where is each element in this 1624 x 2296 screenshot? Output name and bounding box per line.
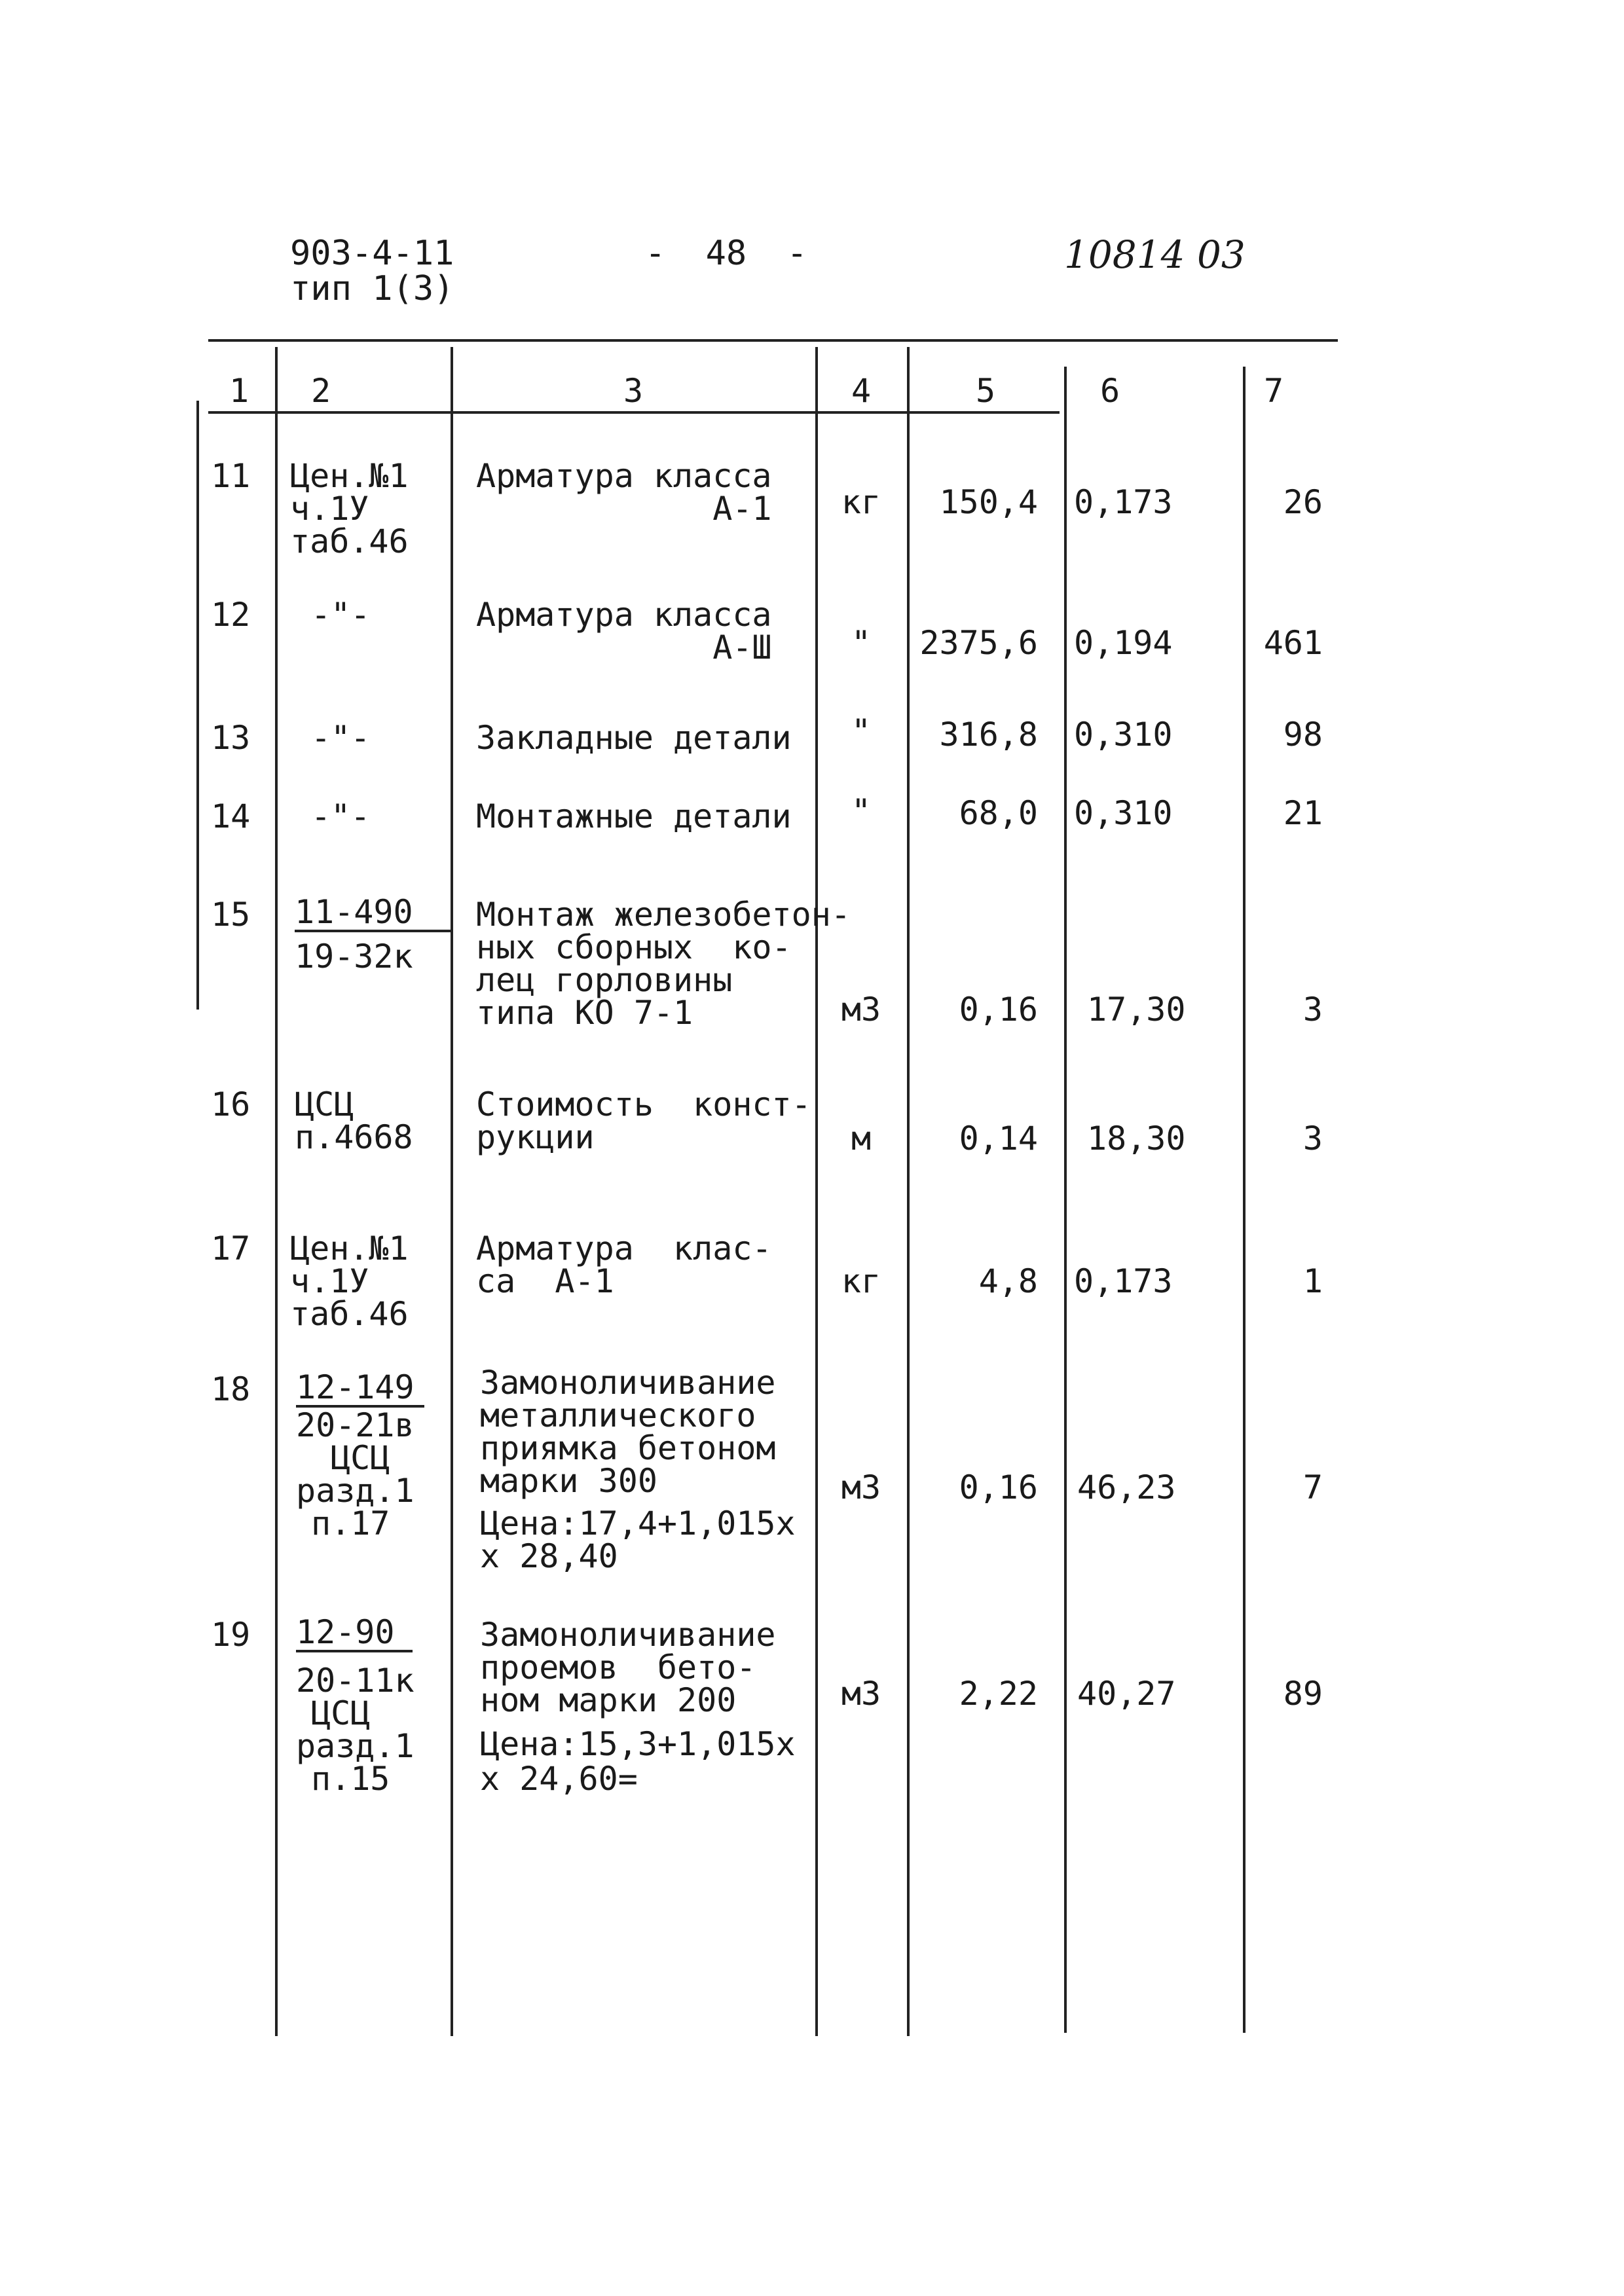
reference-line: Цен.№1 <box>290 457 409 495</box>
column-rule-5 <box>1064 367 1067 2033</box>
column-rule-0 <box>196 401 199 1010</box>
description-line: А-Ш <box>476 629 772 666</box>
reference-line: п.15 <box>311 1760 390 1798</box>
column-rule-3 <box>815 347 818 2036</box>
description-line: Арматура класса <box>476 596 772 634</box>
description-line: са А-1 <box>476 1262 614 1300</box>
row-number: 19 <box>211 1616 251 1654</box>
column-number-2: 2 <box>310 372 331 410</box>
description-line: Закладные детали <box>476 719 792 757</box>
reference-line: ч.1У <box>290 490 369 528</box>
unit-cell: м3 <box>841 1468 881 1506</box>
column-rule-4 <box>907 347 910 2036</box>
description-line: Стоимость конст- <box>476 1085 811 1123</box>
table-top-rule <box>208 339 1338 342</box>
reference-line: п.4668 <box>295 1118 413 1156</box>
description-line: Монтаж железобетон- <box>476 896 851 934</box>
row-number: 11 <box>211 457 251 495</box>
description-line: лец горловины <box>476 961 733 999</box>
column-number-1: 1 <box>229 372 249 410</box>
description-line: металлического <box>480 1396 756 1434</box>
description-line: ных сборных ко- <box>476 928 792 966</box>
reference-line: -"- <box>311 719 371 757</box>
reference-line: -"- <box>311 596 371 634</box>
unit-cell: кг <box>841 483 881 521</box>
total-cell: 3 <box>1302 991 1323 1029</box>
reference-line: 12-90 <box>296 1614 413 1652</box>
total-cell: 21 <box>1283 794 1323 832</box>
reference-line: таб.46 <box>290 522 409 560</box>
reference-line: 12-149 <box>296 1370 424 1408</box>
page-number: - 48 - <box>645 234 807 273</box>
column-rule-2 <box>451 347 453 2036</box>
row-number: 12 <box>211 596 251 634</box>
description-line: ном марки 200 <box>480 1681 737 1719</box>
quantity-cell: 4,8 <box>978 1262 1038 1300</box>
column-number-6: 6 <box>1099 372 1120 410</box>
row-number: 13 <box>211 719 251 757</box>
column-number-5: 5 <box>975 372 996 410</box>
reference-line: -"- <box>311 797 371 835</box>
total-cell: 26 <box>1283 483 1323 521</box>
price-formula-line: х 28,40 <box>480 1537 618 1575</box>
description-line: Замоноличивание <box>480 1364 776 1402</box>
column-rule-1 <box>275 347 278 2036</box>
price-cell: 0,173 <box>1074 1262 1173 1300</box>
reference-line: разд.1 <box>296 1727 415 1765</box>
total-cell: 461 <box>1263 624 1323 662</box>
total-cell: 7 <box>1302 1468 1323 1506</box>
description-line: Замоноличивание <box>480 1616 776 1654</box>
description-line: проемов бето- <box>480 1649 756 1686</box>
quantity-cell: 316,8 <box>939 716 1038 754</box>
quantity-cell: 0,14 <box>959 1120 1038 1157</box>
document-code: 903-4-11 <box>290 234 454 273</box>
total-cell: 98 <box>1283 716 1323 754</box>
unit-cell: м3 <box>841 991 881 1029</box>
handwritten-number: 10814 03 <box>1064 232 1246 277</box>
total-cell: 89 <box>1283 1675 1323 1713</box>
quantity-cell: 0,16 <box>959 1468 1038 1506</box>
price-formula-line: Цена:15,3+1,015х <box>480 1725 796 1763</box>
column-number-3: 3 <box>623 372 644 410</box>
column-number-7: 7 <box>1264 372 1284 410</box>
reference-line: 20-21в <box>296 1406 415 1444</box>
price-cell: 18,30 <box>1087 1120 1186 1157</box>
total-cell: 1 <box>1302 1262 1323 1300</box>
unit-cell: " <box>851 792 872 830</box>
quantity-cell: 0,16 <box>959 991 1038 1029</box>
price-cell: 0,194 <box>1074 624 1173 662</box>
reference-line: ч.1У <box>290 1262 369 1300</box>
row-number: 15 <box>211 896 251 934</box>
quantity-cell: 2375,6 <box>919 624 1038 662</box>
unit-cell: кг <box>841 1262 881 1300</box>
column-rule-6 <box>1243 367 1246 2033</box>
description-line: Арматура класса <box>476 457 772 495</box>
description-line: типа КО 7-1 <box>476 994 693 1032</box>
price-cell: 40,27 <box>1077 1675 1176 1713</box>
reference-line: 20-11к <box>296 1662 415 1700</box>
reference-line: разд.1 <box>296 1472 415 1510</box>
description-line: марки 300 <box>480 1462 657 1500</box>
column-number-4: 4 <box>851 372 872 410</box>
reference-line: ЦСЦ <box>331 1439 390 1477</box>
unit-cell: " <box>851 624 872 662</box>
reference-line: Цен.№1 <box>290 1230 409 1267</box>
price-cell: 0,310 <box>1074 716 1173 754</box>
total-cell: 3 <box>1302 1120 1323 1157</box>
description-line: А-1 <box>476 490 772 528</box>
reference-line: 19-32к <box>295 938 413 975</box>
price-formula-line: Цена:17,4+1,015х <box>480 1504 796 1542</box>
price-cell: 0,310 <box>1074 794 1173 832</box>
price-cell: 17,30 <box>1087 991 1186 1029</box>
unit-cell: " <box>851 712 872 750</box>
quantity-cell: 68,0 <box>959 794 1038 832</box>
reference-line: таб.46 <box>290 1295 409 1333</box>
description-line: Монтажные детали <box>476 797 792 835</box>
quantity-cell: 150,4 <box>939 483 1038 521</box>
row-number: 16 <box>211 1085 251 1123</box>
reference-line: 11-490 <box>295 894 452 932</box>
row-number: 14 <box>211 797 251 835</box>
price-formula-line: х 24,60= <box>480 1760 638 1798</box>
reference-line: ЦСЦ <box>295 1085 354 1123</box>
reference-line: п.17 <box>311 1504 390 1542</box>
document-type: тип 1(3) <box>290 269 454 308</box>
description-line: Арматура клас- <box>476 1230 772 1267</box>
row-number: 18 <box>211 1370 251 1408</box>
price-cell: 0,173 <box>1074 483 1173 521</box>
reference-line: ЦСЦ <box>311 1694 371 1732</box>
unit-cell: м3 <box>841 1675 881 1713</box>
description-line: рукции <box>476 1118 595 1156</box>
unit-cell: м <box>851 1120 872 1157</box>
quantity-cell: 2,22 <box>959 1675 1038 1713</box>
description-line: приямка бетоном <box>480 1429 776 1467</box>
header-bottom-rule <box>208 411 1060 414</box>
price-cell: 46,23 <box>1077 1468 1176 1506</box>
row-number: 17 <box>211 1230 251 1267</box>
